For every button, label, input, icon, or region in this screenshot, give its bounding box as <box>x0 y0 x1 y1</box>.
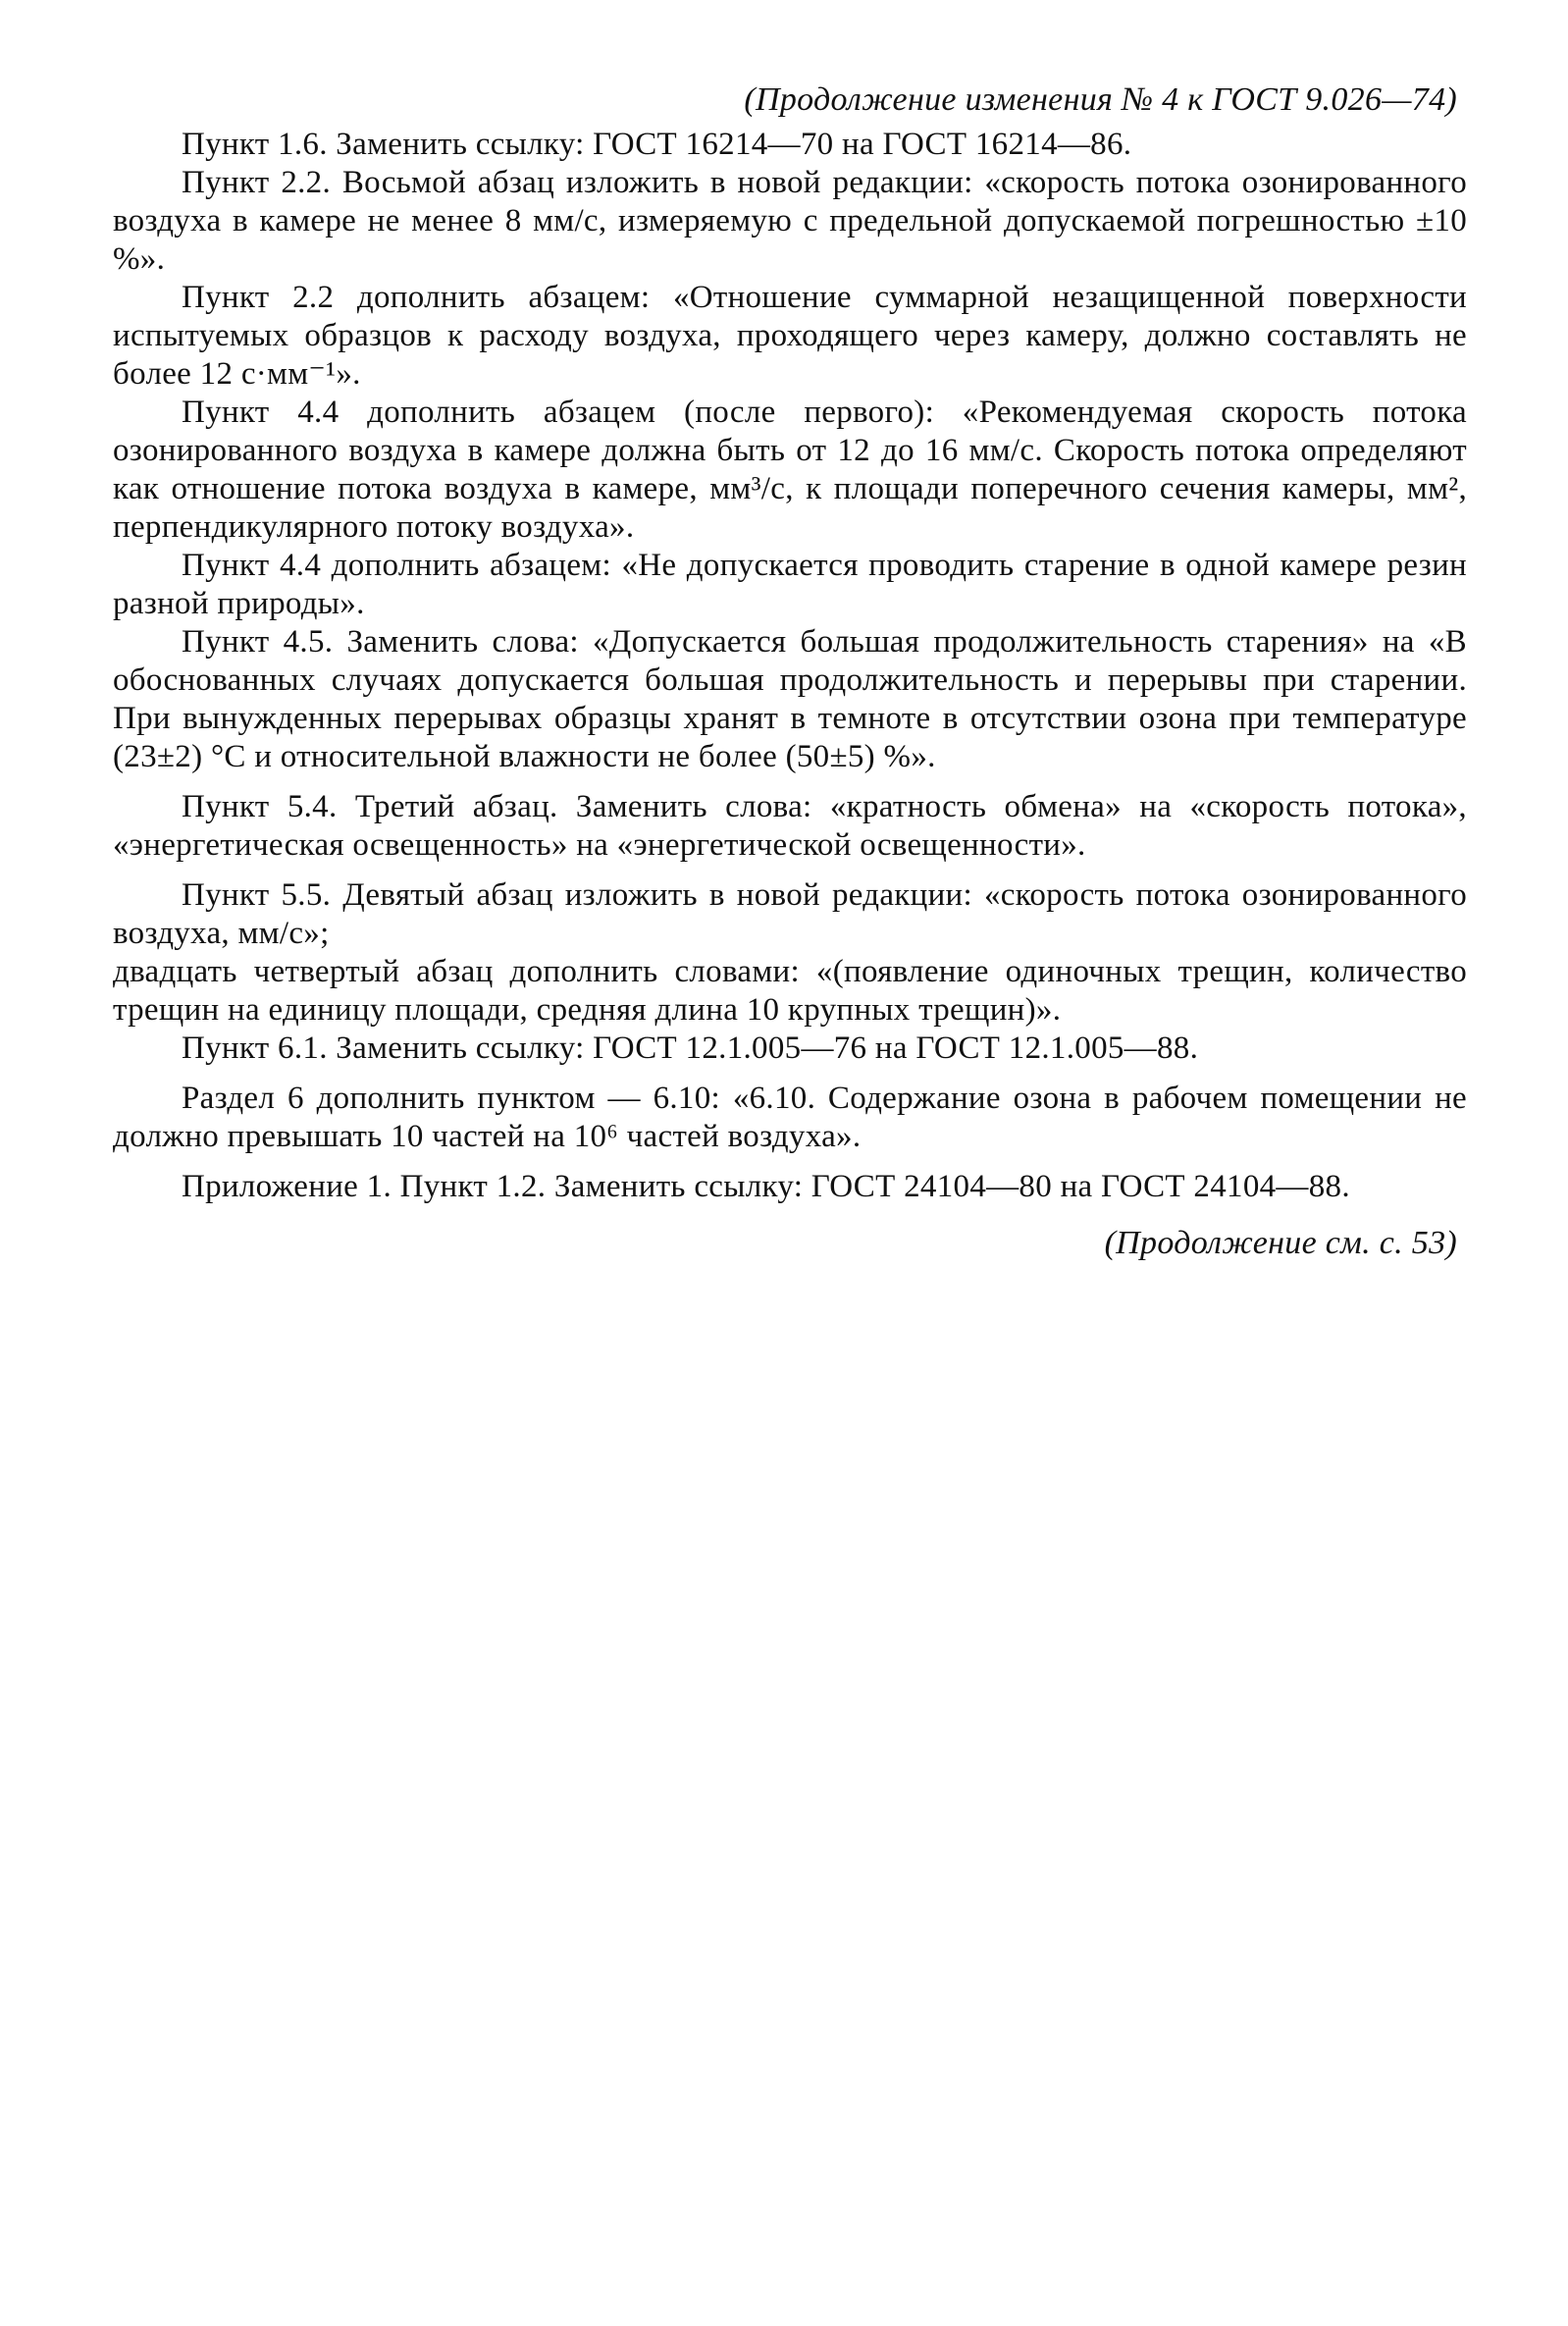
paragraph-item-4-4-after-first: Пункт 4.4 дополнить абзацем (после первого): «Рекомендуемая скорость потока озонированного воздуха в камере должна быть от 12 до 16 мм/с. Скорость потока определяют как отношение потока воздуха в камере, мм³/с, к площади поперечного сечения камеры, мм², перпендикулярного потоку воздуха». <box>113 395 1467 545</box>
paragraph-item-6-1: Пункт 6.1. Заменить ссылку: ГОСТ 12.1.005—76 на ГОСТ 12.1.005—88. <box>182 1031 1199 1066</box>
paragraph-item-1-6: Пункт 1.6. Заменить ссылку: ГОСТ 16214—70 на ГОСТ 16214—86. <box>182 127 1132 162</box>
paragraph-item-5-4: Пункт 5.4. Третий абзац. Заменить слова: «кратность обмена» на «скорость потока», «энергетическая освещенность» на «энергетической освещенности». <box>113 789 1467 863</box>
paragraph-item-2-2-addition: Пункт 2.2 дополнить абзацем: «Отношение суммарной незащищенной поверхности испытуемых образцов к расходу воздуха, проходящего через камеру, должно составлять не более 12 с·мм⁻¹». <box>113 280 1467 392</box>
document-page <box>113 80 1467 1263</box>
paragraph-section-6-addition: Раздел 6 дополнить пунктом — 6.10: «6.10. Содержание озона в рабочем помещении не должно превышать 10 частей на 10⁶ частей воздуха». <box>113 1081 1467 1154</box>
paragraph-item-5-5: Пункт 5.5. Девятый абзац изложить в новой редакции: «скорость потока озонированного воздуха, мм/с»; <box>113 877 1467 951</box>
paragraph-item-2-2-eighth: Пункт 2.2. Восьмой абзац изложить в новой редакции: «скорость потока озонированного воздуха в камере не менее 8 мм/с, измеряемую с предельной допускаемой погрешностью ±10 %». <box>113 165 1467 277</box>
paragraph-item-5-5-continuation: двадцать четвертый абзац дополнить словами: «(появление одиночных трещин, количество трещин на единицу площади, средняя длина 10 крупных трещин)». <box>113 954 1467 1028</box>
paragraph-item-4-4-addition: Пункт 4.4 дополнить абзацем: «Не допускается проводить старение в одной камере резин разной природы». <box>113 548 1467 621</box>
paragraph-appendix-1: Приложение 1. Пункт 1.2. Заменить ссылку: ГОСТ 24104—80 на ГОСТ 24104—88. <box>182 1169 1350 1204</box>
paragraph-item-4-5: Пункт 4.5. Заменить слова: «Допускается большая продолжительность старения» на «В обоснованных случаях допускается большая продолжительность и перерывы при старении. При вынужденных перерывах образцы хранят в темноте в отсутствии озона при температуре (23±2) °С и относительной влажности не более (50±5) %». <box>113 624 1467 774</box>
continuation-footer: (Продолжение см. с. 53) <box>1104 1225 1457 1261</box>
continuation-header: (Продолжение изменения № 4 к ГОСТ 9.026—74) <box>744 81 1457 118</box>
